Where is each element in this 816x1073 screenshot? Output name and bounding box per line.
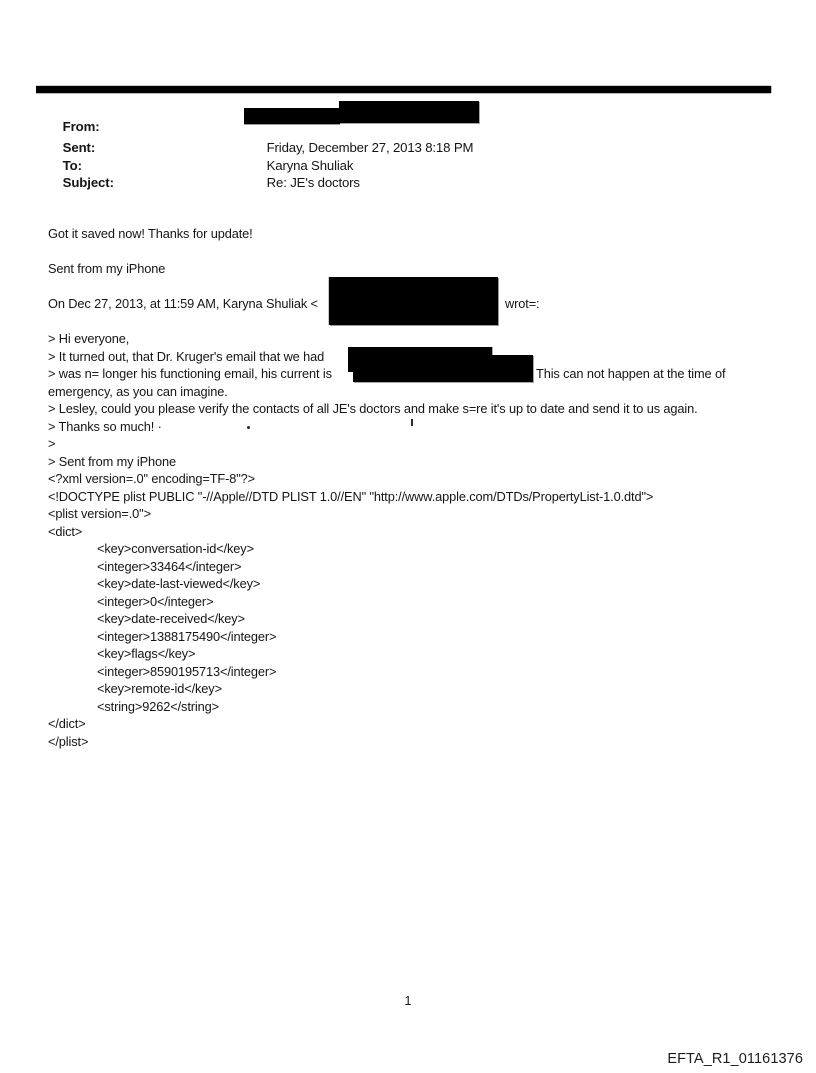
- body-line-text: <key>remote-id</key>: [97, 681, 222, 696]
- body-line-text: <?xml version=.0" encoding=TF-8"?>: [48, 471, 256, 486]
- body-line: [48, 470, 808, 488]
- body-line: [48, 593, 808, 611]
- body-line-text: <string>9262</string>: [97, 698, 219, 714]
- body-line-text: Got it saved now! Thanks for update!: [48, 226, 253, 241]
- body-line-text: > Hi everyone,: [48, 331, 130, 346]
- body-line: [48, 435, 808, 453]
- body-line-text: <key>flags</key>: [97, 646, 196, 661]
- body-line-text: <dict>: [48, 523, 83, 539]
- subject-value: Re: JE's doctors: [266, 175, 360, 190]
- body-line: [48, 628, 808, 646]
- body-line-text: <integer>33464</integer>: [97, 558, 242, 574]
- sent-label: Sent:: [62, 140, 96, 155]
- body-line-text: <key>date-received</key>: [97, 611, 245, 626]
- body-line-text: > Sent from my iPhone: [48, 453, 176, 469]
- body-line: [48, 383, 808, 401]
- body-line: [48, 680, 808, 698]
- body-line-text: On Dec 27, 2013, at 11:59 AM, Karyna Shuliak <: [48, 296, 318, 311]
- body-line-text: <key>conversation-id</key>: [97, 541, 254, 556]
- scan-artifact-dot: [247, 426, 250, 429]
- redaction-bar-from-right: [339, 101, 479, 123]
- body-line-text: <integer>1388175490</integer>: [97, 628, 277, 644]
- redaction-bar-from-left: [244, 108, 340, 124]
- body-line-text: > Thanks so much! ·: [48, 418, 162, 434]
- subject-label: Subject:: [62, 175, 114, 190]
- body-line-text: </plist>: [48, 733, 89, 749]
- body-line-text: <integer>0</integer>: [97, 593, 214, 609]
- body-line-text: <key>date-last-viewed</key>: [97, 576, 261, 591]
- header-divider-rule: [36, 86, 771, 93]
- body-line-text: > was n= longer his functioning email, his current is: [48, 366, 332, 381]
- body-line: [48, 540, 808, 558]
- body-line: [48, 575, 808, 593]
- from-label: From:: [62, 119, 100, 134]
- body-line-text: > Lesley, could you please verify the contacts of all JE's doctors and make s=re it's up to date and send it to us again.: [48, 401, 698, 416]
- body-line: [48, 400, 808, 418]
- body-line: [48, 418, 808, 436]
- body-line-text: <plist version=.0">: [48, 506, 151, 521]
- body-line: [48, 663, 808, 681]
- body-line-text: >: [48, 436, 56, 451]
- sent-value: Friday, December 27, 2013 8:18 PM: [266, 140, 474, 155]
- header-row-subject: [48, 160, 360, 205]
- body-line: [48, 715, 808, 733]
- body-line: [48, 243, 808, 261]
- redaction-block-email-address: [329, 277, 498, 325]
- body-line-text: Sent from my iPhone: [48, 261, 166, 276]
- to-value: Karyna Shuliak: [266, 158, 354, 173]
- body-line: [48, 330, 808, 348]
- body-line-tail-text: wrot=:: [505, 296, 540, 311]
- bates-number: EFTA_R1_01161376: [667, 1051, 803, 1067]
- body-line: [48, 260, 808, 278]
- body-line: [48, 698, 808, 716]
- body-line: [48, 645, 808, 663]
- body-line: [48, 488, 808, 506]
- body-line-text: </dict>: [48, 716, 86, 731]
- body-line: [48, 225, 808, 243]
- to-label: To:: [62, 158, 82, 173]
- body-line: [48, 610, 808, 628]
- body-line-text: > It turned out, that Dr. Kruger's email that we had: [48, 348, 325, 364]
- body-line: [48, 733, 808, 751]
- body-line-text: <!DOCTYPE plist PUBLIC "-//Apple//DTD PLIST 1.0//EN" "http://www.apple.com/DTDs/PropertyList-1.0.dtd">: [48, 488, 654, 504]
- body-line: [48, 523, 808, 541]
- body-line-text: <integer>8590195713</integer>: [97, 663, 277, 679]
- page-number: 1: [404, 994, 412, 1008]
- body-line: [48, 558, 808, 576]
- body-line-text: emergency, as you can imagine.: [48, 383, 228, 399]
- scan-artifact-tick: [411, 419, 413, 426]
- body-line: [48, 453, 808, 471]
- body-line-tail-text: This can not happen at the time of: [536, 366, 726, 381]
- redaction-bar-new-email: [353, 355, 533, 382]
- body-line: [48, 505, 808, 523]
